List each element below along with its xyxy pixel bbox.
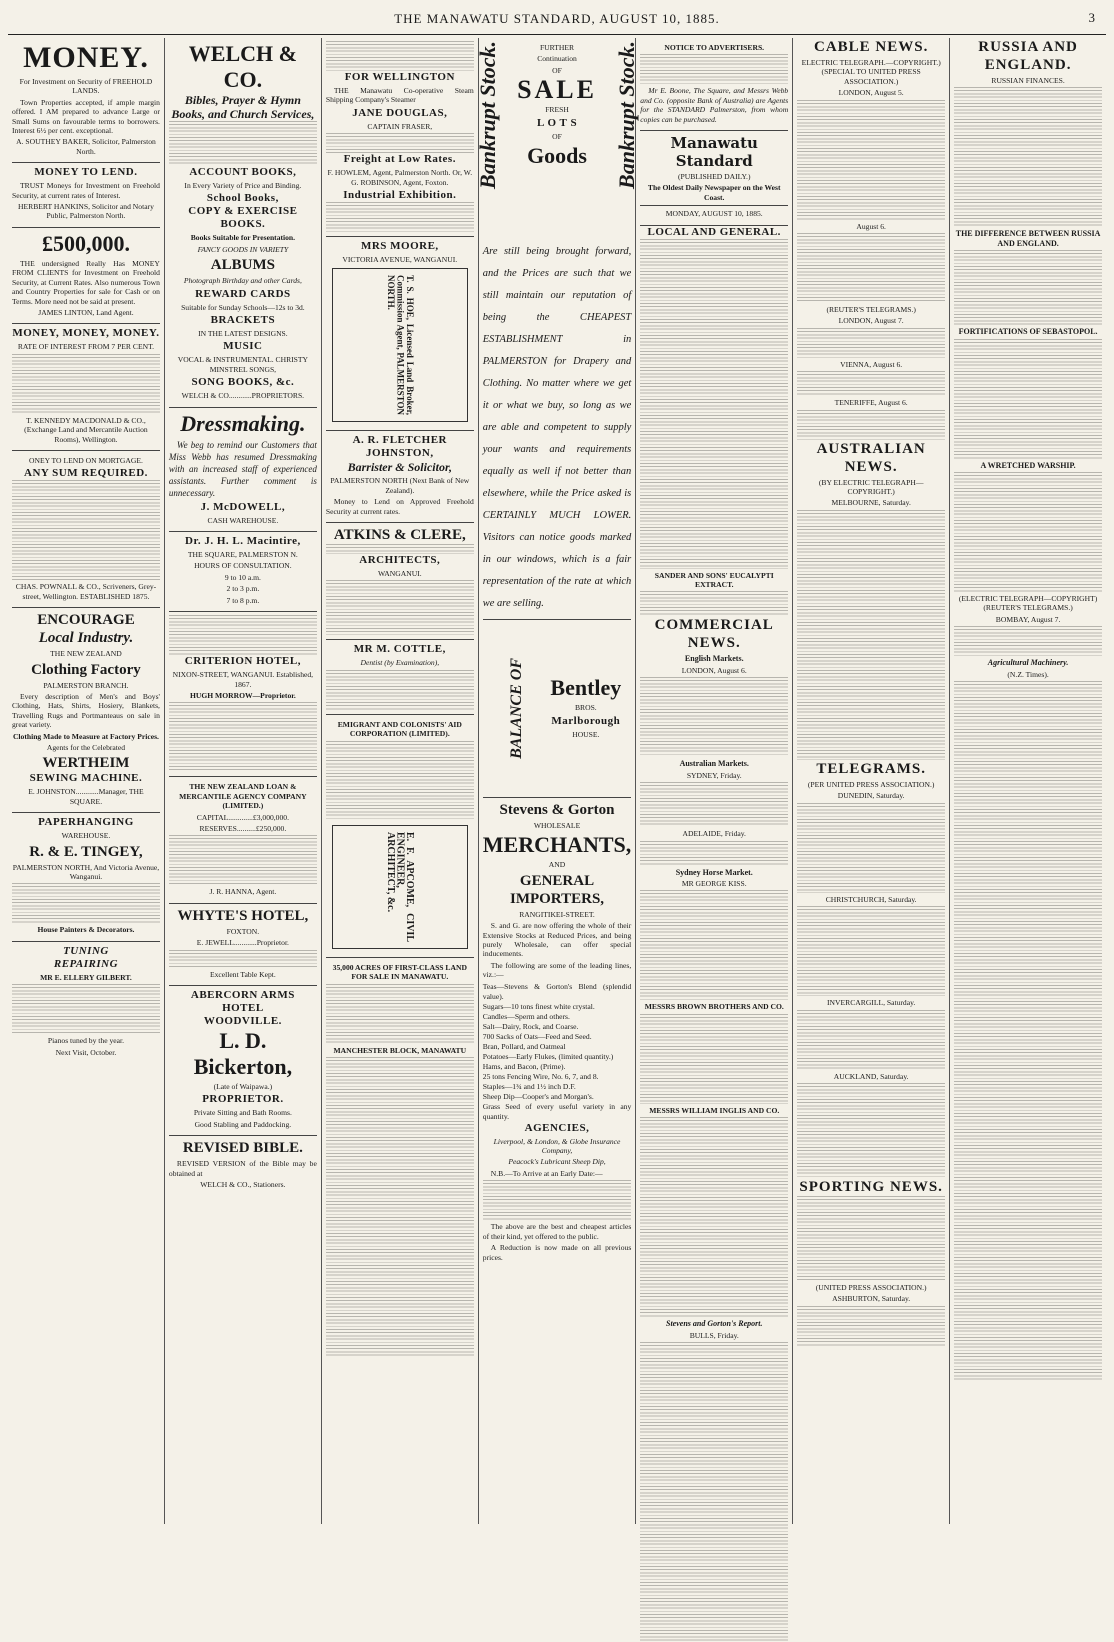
bibles-body-text	[169, 121, 317, 166]
proprietor-line: PROPRIETOR.	[202, 1093, 284, 1106]
criterion-body-text	[169, 702, 317, 772]
bentley-name: Bentley	[550, 675, 622, 701]
elec-line: (ELECTRIC TELEGRAPH—COPYRIGHT) (REUTER'S TELEGRAMS.)	[958, 594, 1098, 613]
local-general	[640, 226, 788, 617]
pounds-title: £500,000.	[41, 230, 130, 256]
inglis-line: MESSRS WILLIAM INGLIS AND CO.	[649, 1105, 780, 1115]
tuning-title: TUNING	[63, 944, 109, 957]
date-line: MONDAY, AUGUST 10, 1885.	[665, 209, 763, 219]
doctor-name: Dr. J. H. L. Macintire,	[185, 535, 301, 548]
made-to-measure: Clothing Made to Measure at Factory Prices.	[12, 731, 159, 741]
whytes-body-text	[169, 950, 317, 968]
welch-sign: WELCH & CO............PROPRIETORS.	[181, 391, 305, 401]
kiss-line: MR GEORGE KISS.	[681, 878, 747, 888]
column-2	[165, 38, 322, 1524]
dress-body: We beg to remind our Customers that Miss Webb has resumed Dressmaking with an increased staff of experienced assistants. Further comment is unnecessary.	[168, 439, 317, 498]
dress-title: Dressmaking.	[180, 410, 306, 436]
manager-line: E. JOHNSTON............Manager, THE SQUARE.	[28, 787, 144, 806]
nb-line: N.B.—To Arrive at an Early Date:—	[490, 1168, 603, 1178]
lend2-title: ONEY TO LEND ON MORTGAGE.	[28, 455, 143, 465]
brown-body-text	[640, 1014, 788, 1104]
warship-line: A WRETCHED WARSHIP.	[980, 460, 1076, 470]
column-3	[322, 38, 479, 1524]
hoe-card	[332, 268, 468, 422]
bankrupt-pitch: Are still being brought forward, and the Prices are such that we still maintain our reputation of being the CHEAPEST ESTABLISHMENT in PALMERSTON for Drapery and Clothing. No matter where we get it or what we buy, so long as we are able and competent to supply your wants and requirements equally as well if not better than elsewhere, while the Price asked is CERTAINLY MUCH LOWER. Visitors can notice goods marked in our windows, which is a fair representation of the rate at which we are selling.	[482, 246, 632, 609]
telegrams	[797, 760, 945, 1178]
melbourne-dateline: MELBOURNE, Saturday.	[831, 498, 911, 508]
jewell-line: E. JEWELL............Proprietor.	[196, 938, 289, 948]
song-books: SONG BOOKS, &c.	[191, 376, 295, 389]
tel-sub: (PER UNITED PRESS ASSOCIATION.)	[807, 779, 935, 789]
machinery-title: Agricultural Machinery.	[987, 658, 1069, 668]
criterion-image	[169, 615, 317, 655]
next-visit: Next Visit, October.	[55, 1047, 117, 1057]
aug6-body-text	[797, 233, 945, 303]
waipawa-line: (Late of Waipawa.)	[213, 1081, 273, 1091]
capital-line: CAPITAL.............£3,000,000.	[196, 812, 289, 822]
sander-body-text	[640, 591, 788, 616]
fletcher-body: Money to Lend on Approved Freehold Security at current rates.	[325, 497, 474, 516]
money-title: MONEY.	[23, 41, 149, 74]
sum-title: ANY SUM REQUIRED.	[24, 467, 148, 480]
adelaide-dateline: ADELAIDE, Friday.	[682, 829, 746, 839]
reserves-line: RESERVES..........£250,000.	[199, 823, 287, 833]
following-line: The following are some of the leading lines, viz.:—	[482, 960, 632, 980]
fortifications-line: FORTIFICATIONS OF SEBASTOPOL.	[958, 327, 1098, 337]
cable-title: CABLE NEWS.	[813, 39, 929, 55]
lend-sign: HERBERT HANKINS, Solicitor and Notary Public, Palmerston North.	[18, 202, 154, 221]
wanganui-line: WANGANUI.	[377, 569, 422, 579]
nb-body-text	[483, 1180, 632, 1220]
nzloan-title: THE NEW ZEALAND LOAN & MERCANTILE AGENCY COMPANY (LIMITED.)	[179, 782, 307, 811]
english-body-text	[640, 677, 788, 757]
item-grass-seed: Grass Seed of every useful variety in any quantity.	[482, 1101, 632, 1121]
foxton-line: FOXTON.	[226, 926, 260, 936]
london7-dateline: LONDON, August 7.	[838, 316, 904, 326]
whytes-title: WHYTE'S HOTEL,	[177, 907, 309, 924]
peacock-line: Peacock's Lubricant Sheep Dip,	[508, 1157, 606, 1167]
dunedin-body-text	[797, 803, 945, 893]
painters-line: House Painters & Decorators.	[37, 925, 135, 935]
notice-body-text	[640, 54, 788, 84]
reuters-line: (REUTER'S TELEGRAMS.)	[826, 305, 916, 315]
telegrams-title: TELEGRAMS.	[816, 760, 926, 777]
money-ad	[12, 38, 160, 163]
continuation-line: Continuation	[537, 54, 577, 64]
revised-title: REVISED BIBLE.	[182, 1140, 303, 1157]
sydney-body-text	[640, 782, 788, 827]
reduction-line: A Reduction is now made on all previous prices.	[482, 1243, 632, 1262]
cottle-name: MR M. COTTLE,	[353, 643, 446, 656]
lend2-ad	[12, 451, 160, 608]
sydney-dateline: SYDNEY, Friday.	[686, 770, 742, 780]
bankrupt-vert-left: Bankrupt Stock.	[474, 41, 500, 189]
mcdowell-name: J. McDOWELL,	[200, 500, 286, 513]
freight-line: Freight at Low Rates.	[343, 153, 456, 166]
moore-name: MRS MOORE,	[360, 240, 439, 253]
banner-rule	[640, 205, 788, 206]
hours-title: HOURS OF CONSULTATION.	[194, 561, 292, 571]
money-body: Town Properties accepted, if ample margin offered. I AM prepared to advance Large or Small Sums on favourable terms to borrowers. Interest 6½ per cent. exceptional.	[12, 97, 160, 136]
agents-note: Mr E. Boone, The Square, and Messrs Webb and Co. (opposite Bank of Australia) are Agents for the STANDARD Palmerston, from whom copies can be purchased.	[640, 86, 789, 124]
of2-line: OF	[552, 131, 562, 141]
gilbert-name: MR E. ELLERY GILBERT.	[40, 972, 132, 982]
tingey-title: R. & E. TINGEY,	[29, 843, 143, 860]
adelaide-body-text	[640, 841, 788, 866]
column-5	[636, 38, 793, 1524]
machinery-body-text	[954, 681, 1102, 1381]
lend-title: MONEY TO LEND.	[34, 166, 138, 179]
atkins-sub-text	[326, 544, 474, 554]
whytes-ad	[169, 904, 317, 986]
item-teas: Teas—Stevens & Gorton's Blend (splendid value).	[482, 981, 632, 1001]
ship-body: THE Manawatu Co-operative Steam Shipping Company's Steamer	[325, 86, 474, 105]
further-line: FURTHER	[539, 43, 575, 52]
item-candles: Candles—Sperm and others.	[482, 1011, 570, 1021]
woodville-line: WOODVILLE.	[203, 1014, 282, 1027]
hanna-agent: J. R. HANNA, Agent.	[209, 887, 277, 897]
criterion-sub: NIXON-STREET, WANGANUI. Established, 1867.	[172, 670, 314, 689]
engineer-card	[332, 825, 468, 949]
encourage-title: ENCOURAGE	[37, 612, 135, 629]
finances-line: RUSSIAN FINANCES.	[991, 76, 1065, 85]
nzloan-ad	[169, 777, 317, 903]
nz-title: THE NEW ZEALAND	[50, 649, 122, 659]
local-title: LOCAL AND GENERAL.	[647, 225, 781, 238]
kiss-body-text	[640, 890, 788, 1000]
pounds-body: THE undersigned Really Has MONEY FROM CLIENTS for Investment on Freehold Security, at Current Rates. Also numerous Town and Country Properties for sale for Cash or on Terms. More need not be said at present.	[12, 258, 160, 306]
lend-ad	[12, 163, 160, 228]
auckland-dateline: AUCKLAND, Saturday.	[833, 1071, 909, 1081]
sum-sign: CHAS. POWNALL & CO., Scriveners, Grey-street, Wellington. ESTABLISHED 1875.	[15, 582, 157, 601]
item-salt: Salt—Dairy, Rock, and Coarse.	[482, 1021, 579, 1031]
exhibition-line: Industrial Exhibition.	[343, 189, 457, 202]
sewing-machine: SEWING MACHINE.	[29, 772, 143, 785]
cash-warehouse: CASH WAREHOUSE.	[207, 515, 279, 525]
for-wellington: FOR WELLINGTON	[344, 71, 455, 83]
emigrant-ad	[326, 715, 474, 958]
sander-line: SANDER AND SONS' EUCALYPTI EXTRACT.	[654, 570, 774, 590]
masthead	[8, 4, 1106, 35]
christchurch-dateline: CHRISTCHURCH, Saturday.	[825, 894, 917, 904]
fortifications-body-text	[954, 339, 1102, 459]
albums-title: ALBUMS	[210, 257, 275, 274]
branch-body: Every description of Men's and Boys' Clothing, Hats, Shirts, Hosiery, Blankets, Travelling Rugs and Portmanteaus on sale in great variety.	[12, 691, 160, 730]
reward-cards: REWARD CARDS	[195, 287, 291, 300]
doctor-ad	[169, 532, 317, 612]
mm-sub: RATE OF INTEREST FROM 7 PER CENT.	[17, 342, 155, 352]
emigrant-body-text	[326, 741, 474, 821]
melbourne-body-text	[797, 510, 945, 760]
photo-cards: Photograph Birthday and other Cards,	[183, 276, 302, 286]
nzloan-body-text	[169, 835, 317, 885]
bombay-body-text	[954, 626, 1102, 656]
inglis-body-text	[640, 1117, 788, 1317]
shipping-ad	[326, 38, 474, 237]
dentist-line: Dentist (by Examination),	[360, 658, 440, 668]
column-1	[8, 38, 165, 1524]
barrister-line: Barrister & Solicitor,	[347, 460, 452, 475]
moore-ad	[326, 237, 474, 431]
australian-news	[797, 440, 945, 760]
sale-title: SALE	[517, 75, 597, 105]
bankrupt-vert-right: Bankrupt Stock.	[613, 41, 639, 189]
manchester-line: MANCHESTER BLOCK, MANAWATU	[333, 1045, 467, 1055]
item-sugars: Sugars—10 tons finest white crystal.	[482, 1001, 595, 1011]
hugh-morrow: HUGH MORROW—Proprietor.	[189, 690, 296, 700]
fresh-line: FRESH	[545, 105, 569, 115]
difference-body-text	[954, 250, 1102, 325]
engineer-card-text: E. F. APCOME, CIVIL ENGINEER, ARCHITECT, &c.	[385, 831, 415, 942]
architects-line: ARCHITECTS,	[359, 554, 441, 567]
sporting-body-text	[797, 1196, 945, 1281]
tuned-line: Pianos tuned by the year.	[47, 1036, 125, 1046]
presentation: Books Suitable for Presentation.	[190, 233, 296, 243]
agents-line: Agents for the Celebrated	[46, 743, 126, 752]
exhibition-body-text	[326, 202, 474, 232]
sporting-news	[797, 1178, 945, 1346]
manchester-body-text	[326, 1057, 474, 1357]
masthead-title: THE MANAWATU STANDARD, AUGUST 10, 1885.	[394, 11, 720, 26]
wertheim-title: WERTHEIM	[42, 755, 130, 772]
english-markets: English Markets.	[684, 654, 744, 664]
revised-ad	[169, 1136, 317, 1195]
tingey-body-text	[12, 883, 160, 923]
item-staples: Staples—1¾ and 1½ inch D.F.	[482, 1081, 576, 1091]
local-body-text	[640, 239, 788, 569]
bankrupt-ad	[474, 38, 639, 620]
ashburton-body-text	[797, 1306, 945, 1346]
dress-ad	[169, 408, 317, 532]
stevens-intro: S. and G. are now offering the whole of their Extensive Stocks at Reduced Prices, and being purely Wholesale, can offer special inducements.	[482, 921, 632, 959]
item-bran: Bran, Pollard, and Oatmeal	[482, 1041, 566, 1051]
cottle-body-text	[326, 670, 474, 710]
item-potatoes: Potatoes—Early Flukes, (limited quantity.)	[482, 1051, 614, 1061]
wholesale-line: WHOLESALE	[533, 821, 581, 830]
london5-dateline: LONDON, August 5.	[838, 88, 904, 98]
ship-body-text	[326, 133, 474, 153]
clothing-factory: Clothing Factory	[31, 661, 141, 678]
acres-title: 35,000 ACRES OF FIRST-CLASS LAND FOR SALE IN MANAWATU.	[332, 962, 467, 982]
hoe-card-text: T. S. HOE, Licensed Land Broker, Commission Agent, PALMERSTON NORTH.	[386, 275, 415, 416]
nztimes-line: (N.Z. Times).	[1007, 669, 1049, 679]
difference-line: THE DIFFERENCE BETWEEN RUSSIA AND ENGLAND.	[955, 229, 1101, 248]
abercorn-title: ABERCORN ARMS HOTEL	[190, 988, 295, 1014]
fancy-goods: FANCY GOODS IN VARIETY	[197, 244, 289, 254]
warship-body-text	[954, 472, 1102, 592]
lots-line: L O T S	[536, 116, 578, 129]
vienna-body-text	[797, 371, 945, 396]
fletcher-name: A. R. FLETCHER JOHNSTON,	[352, 434, 447, 460]
bankrupt-header	[474, 41, 639, 241]
factory-ad	[12, 608, 160, 813]
paper-name: Manawatu Standard	[670, 134, 758, 171]
cable-news	[797, 38, 945, 440]
emigrant-title: EMIGRANT AND COLONISTS' AID CORPORATION (LIMITED).	[337, 719, 462, 739]
marlborough-line: Marlborough	[551, 714, 621, 727]
item-hams: Hams, and Bacon, (Prime).	[482, 1061, 566, 1071]
dunedin-dateline: DUNEDIN, Saturday.	[837, 791, 905, 801]
tingey-ad	[12, 813, 160, 942]
bulls-body-text	[640, 1342, 788, 1642]
money-sub: For Investment on Security of FREEHOLD LANDS.	[19, 77, 153, 96]
cottle-ad	[326, 640, 474, 714]
bros-line: BROS.	[574, 703, 597, 713]
aus-sub: (BY ELECTRIC TELEGRAPH—COPYRIGHT.)	[818, 477, 924, 497]
mm-body-text	[12, 354, 160, 414]
stevens-ad	[483, 798, 632, 1268]
bentley-box	[483, 623, 632, 793]
criterion-ad	[169, 612, 317, 777]
atkins-title: ATKINS & CLERE,	[333, 527, 466, 544]
lend-body: TRUST Moneys for Investment on Freehold Security, at current rates of Interest.	[12, 181, 160, 200]
item-sheep-dip: Sheep Dip—Cooper's and Morgan's.	[482, 1091, 594, 1101]
welch-ad	[169, 38, 317, 408]
stabling-line: Good Stabling and Paddocking.	[194, 1119, 292, 1129]
bentley-center	[550, 675, 621, 741]
stevens-name: Stevens & Gorton	[499, 802, 615, 818]
agencies-title: AGENCIES,	[524, 1121, 590, 1134]
repairing-title: REPAIRING	[53, 957, 119, 970]
warehouse: WAREHOUSE.	[61, 831, 111, 841]
table-line: Excellent Table Kept.	[210, 969, 276, 979]
spor-sub: (UNITED PRESS ASSOCIATION.)	[815, 1282, 927, 1292]
sum-body-text	[12, 480, 160, 580]
copy-books: COPY & EXERCISE BOOKS.	[188, 205, 298, 231]
rooms-line: Private Sitting and Bath Rooms.	[193, 1108, 292, 1118]
hours-2: 2 to 3 p.m.	[226, 584, 260, 594]
mm-title: MONEY, MONEY, MONEY.	[12, 327, 160, 340]
aus-markets: Australian Markets.	[679, 759, 749, 769]
russia-title: RUSSIA AND ENGLAND.	[978, 39, 1078, 73]
item-oats: 700 Sacks of Oats—Feed and Seed.	[482, 1031, 592, 1041]
aug6-dateline: August 6.	[856, 221, 886, 231]
goods-title: Goods	[527, 143, 587, 169]
commercial-title: COMMERCIAL NEWS.	[654, 617, 774, 652]
of-line: OF	[552, 65, 562, 75]
hours-1: 9 to 10 a.m.	[224, 572, 261, 582]
revised-sign: WELCH & CO., Stationers.	[200, 1180, 286, 1189]
branch-title: PALMERSTON BRANCH.	[43, 680, 129, 690]
paperhanging: PAPERHANGING	[38, 816, 134, 829]
pounds-sign: JAMES LINTON, Land Agent.	[38, 307, 134, 317]
london-dateline: LONDON, August 6.	[681, 665, 747, 675]
gilbert-body-text	[12, 984, 160, 1034]
school-books: School Books,	[206, 192, 279, 205]
bickerton-name: L. D. Bickerton,	[193, 1027, 293, 1079]
music-sub: VOCAL & INSTRUMENTAL. CHRISTY MINSTREL SONGS,	[177, 355, 309, 374]
page-number: 3	[1088, 10, 1096, 25]
moore-sub: VICTORIA AVENUE, WANGANUI.	[342, 255, 458, 265]
london7-body-text	[797, 328, 945, 358]
ship-name: JANE DOUGLAS,	[352, 106, 448, 119]
invercargill-body-text	[797, 1010, 945, 1070]
horse-market: Sydney Horse Market.	[675, 867, 753, 877]
merchants-title: MERCHANTS,	[482, 832, 632, 858]
insurance-line: Liverpool, & London, & Globe Insurance Company,	[493, 1136, 621, 1156]
brown-brothers: MESSRS BROWN BROTHERS AND CO.	[644, 1002, 784, 1012]
christchurch-body-text	[797, 906, 945, 996]
cable-sub: ELECTRIC TELEGRAPH.—COPYRIGHT.) (SPECIAL TO UNITED PRESS ASSOCIATION.)	[801, 58, 941, 86]
house-line: HOUSE.	[572, 729, 600, 739]
balance-vert: BALANCE OF	[507, 657, 525, 759]
item-fencing: 25 tons Fencing Wire, No. 6, 7, and 8.	[482, 1071, 599, 1081]
criterion-title: CRITERION HOTEL,	[184, 655, 301, 668]
abercorn-ad	[169, 986, 317, 1136]
fletcher-ad	[326, 431, 474, 523]
auckland-body-text	[797, 1083, 945, 1178]
pounds-ad	[12, 228, 160, 324]
music-title: MUSIC	[223, 340, 263, 353]
column-6	[793, 38, 950, 1524]
finances-body-text	[954, 87, 1102, 227]
sg-report: Stevens and Gorton's Report.	[666, 1319, 763, 1329]
account-books: ACCOUNT BOOKS,	[189, 166, 297, 178]
doctor-sub: THE SQUARE, PALMERSTON N.	[187, 550, 298, 560]
bulls-dateline: BULLS, Friday.	[689, 1330, 739, 1340]
general-title: GENERAL IMPORTERS,	[509, 872, 605, 907]
mm-ad	[12, 324, 160, 451]
teneriffe-body-text	[797, 410, 945, 440]
brackets-title: BRACKETS	[210, 314, 276, 327]
bombay-dateline: BOMBAY, August 7.	[995, 614, 1061, 624]
bibles-line: Bibles, Prayer & Hymn Books, and Church Services,	[171, 93, 315, 121]
and-line: AND	[548, 860, 566, 870]
column-4	[474, 38, 639, 1524]
mm-sign: T. KENNEDY MACDONALD & CO., (Exchange Land and Mercantile Auction Rooms), Wellington.	[24, 415, 148, 444]
australian-title: AUSTRALIAN NEWS.	[816, 440, 926, 475]
page-columns	[8, 38, 1106, 1524]
hours-3: 7 to 8 p.m.	[226, 595, 260, 605]
ship-agents: F. HOWLEM, Agent, Palmerston North. Or, W. G. ROBINSON, Agent, Foxton.	[327, 168, 473, 187]
ship-image	[326, 41, 474, 71]
street-line: RANGITIKEI-STREET.	[519, 909, 595, 919]
acres-body-text	[326, 984, 474, 1044]
reward-sub: Suitable for Sunday Schools—12s to 3d.	[181, 302, 305, 312]
sale-block	[492, 41, 622, 169]
sporting-title: SPORTING NEWS.	[799, 1178, 943, 1195]
invercargill-dateline: INVERCARGILL, Saturday.	[827, 998, 916, 1008]
welch-title: WELCH & CO.	[188, 41, 297, 92]
tingey-sub: PALMERSTON NORTH, And Victoria Avenue, Wanganui.	[12, 862, 160, 882]
bottom-line: The above are the best and cheapest articles of their kind, yet offered to the public.	[482, 1222, 632, 1241]
vienna-dateline: VIENNA, August 6.	[840, 359, 903, 369]
daily-line: (PUBLISHED DAILY.)	[677, 172, 751, 182]
commercial-news	[640, 616, 788, 1641]
brackets-sub: IN THE LATEST DESIGNS.	[198, 329, 288, 339]
paper-banner	[640, 131, 788, 226]
atkins-body-text	[326, 580, 474, 635]
ashburton-dateline: ASHBURTON, Saturday.	[832, 1294, 911, 1304]
notice-title: NOTICE TO ADVERTISERS.	[664, 43, 765, 52]
oldest-line: The Oldest Daily Newspaper on the West Coast.	[647, 183, 781, 202]
local-industry: Local Industry.	[38, 630, 134, 647]
revised-body: REVISED VERSION of the Bible may be obtained at	[168, 1159, 317, 1178]
captain-line: CAPTAIN FRASER,	[367, 121, 433, 131]
teneriffe-dateline: TENERIFFE, August 6.	[834, 398, 908, 408]
london5-body-text	[797, 100, 945, 220]
atkins-ad	[326, 523, 474, 640]
column-7	[950, 38, 1106, 1524]
account-sub: In Every Variety of Price and Binding.	[184, 181, 302, 190]
gilbert-ad	[12, 942, 160, 1063]
fletcher-sub: PALMERSTON NORTH (Next Bank of New Zealand).	[330, 476, 470, 495]
notice-block	[640, 38, 788, 131]
acres-ad	[326, 958, 474, 1361]
money-sign: A. SOUTHEY BAKER, Solicitor, Palmerston North.	[16, 137, 156, 156]
bentley-ad	[483, 620, 632, 798]
